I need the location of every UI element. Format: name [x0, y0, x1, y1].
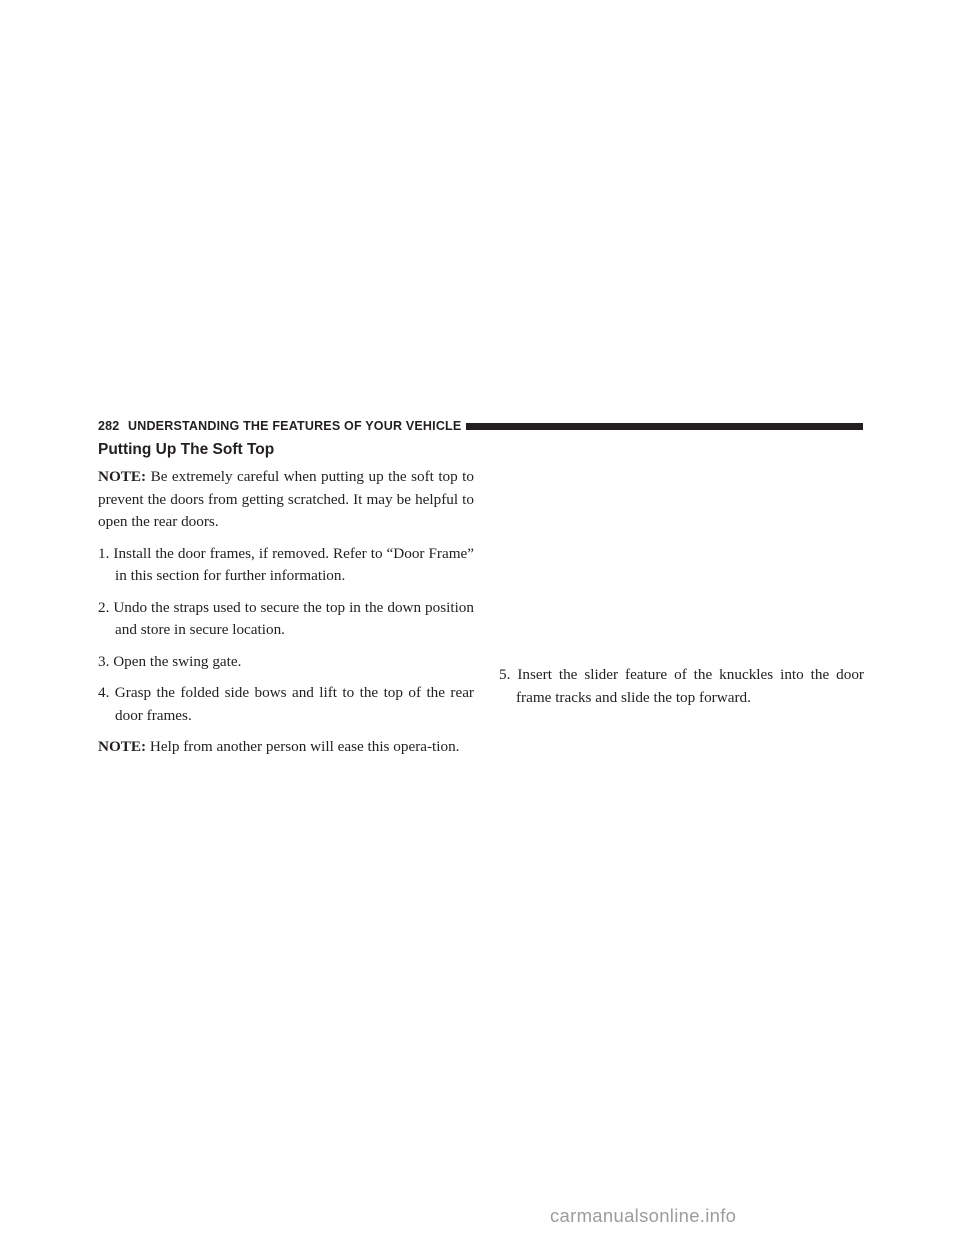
page-number: 282 [98, 419, 120, 433]
step-text: Install the door frames, if removed. Refer to “Door Frame” in this section for further information. [113, 544, 475, 584]
note-text: Help from another person will ease this opera-tion. [149, 738, 460, 755]
note-label: NOTE: [98, 738, 147, 755]
header-rule [466, 423, 863, 430]
note-label: NOTE: [98, 468, 147, 485]
step-text: Undo the straps used to secure the top in the down position and store in secure location. [113, 598, 474, 638]
step-text: Grasp the folded side bows and lift to the top of the rear door frames. [114, 684, 474, 724]
left-column [98, 466, 474, 768]
watermark: carmanualsonline.info [550, 1205, 737, 1226]
step-number: 2. [98, 598, 110, 616]
note-paragraph [98, 736, 474, 759]
step-item [98, 682, 474, 727]
note-paragraph [98, 466, 474, 534]
step-number: 1. [98, 544, 110, 562]
step-number: 4. [98, 684, 110, 701]
right-column [499, 664, 864, 718]
step-number: 3. [98, 652, 110, 670]
step-item [98, 651, 474, 674]
step-item [98, 597, 474, 642]
step-number: 5. [499, 666, 511, 683]
section-title: UNDERSTANDING THE FEATURES OF YOUR VEHICLE [128, 419, 462, 433]
step-item [499, 664, 864, 709]
step-item [98, 543, 474, 588]
page-heading: Putting Up The Soft Top [98, 441, 275, 458]
note-text: Be extremely careful when putting up the soft top to prevent the doors from getting scratched. It may be helpful to open the rear doors. [98, 468, 475, 530]
step-text: Insert the slider feature of the knuckles into the door frame tracks and slide the top forward. [516, 666, 864, 706]
step-text: Open the swing gate. [113, 652, 242, 670]
page-header [98, 418, 863, 438]
